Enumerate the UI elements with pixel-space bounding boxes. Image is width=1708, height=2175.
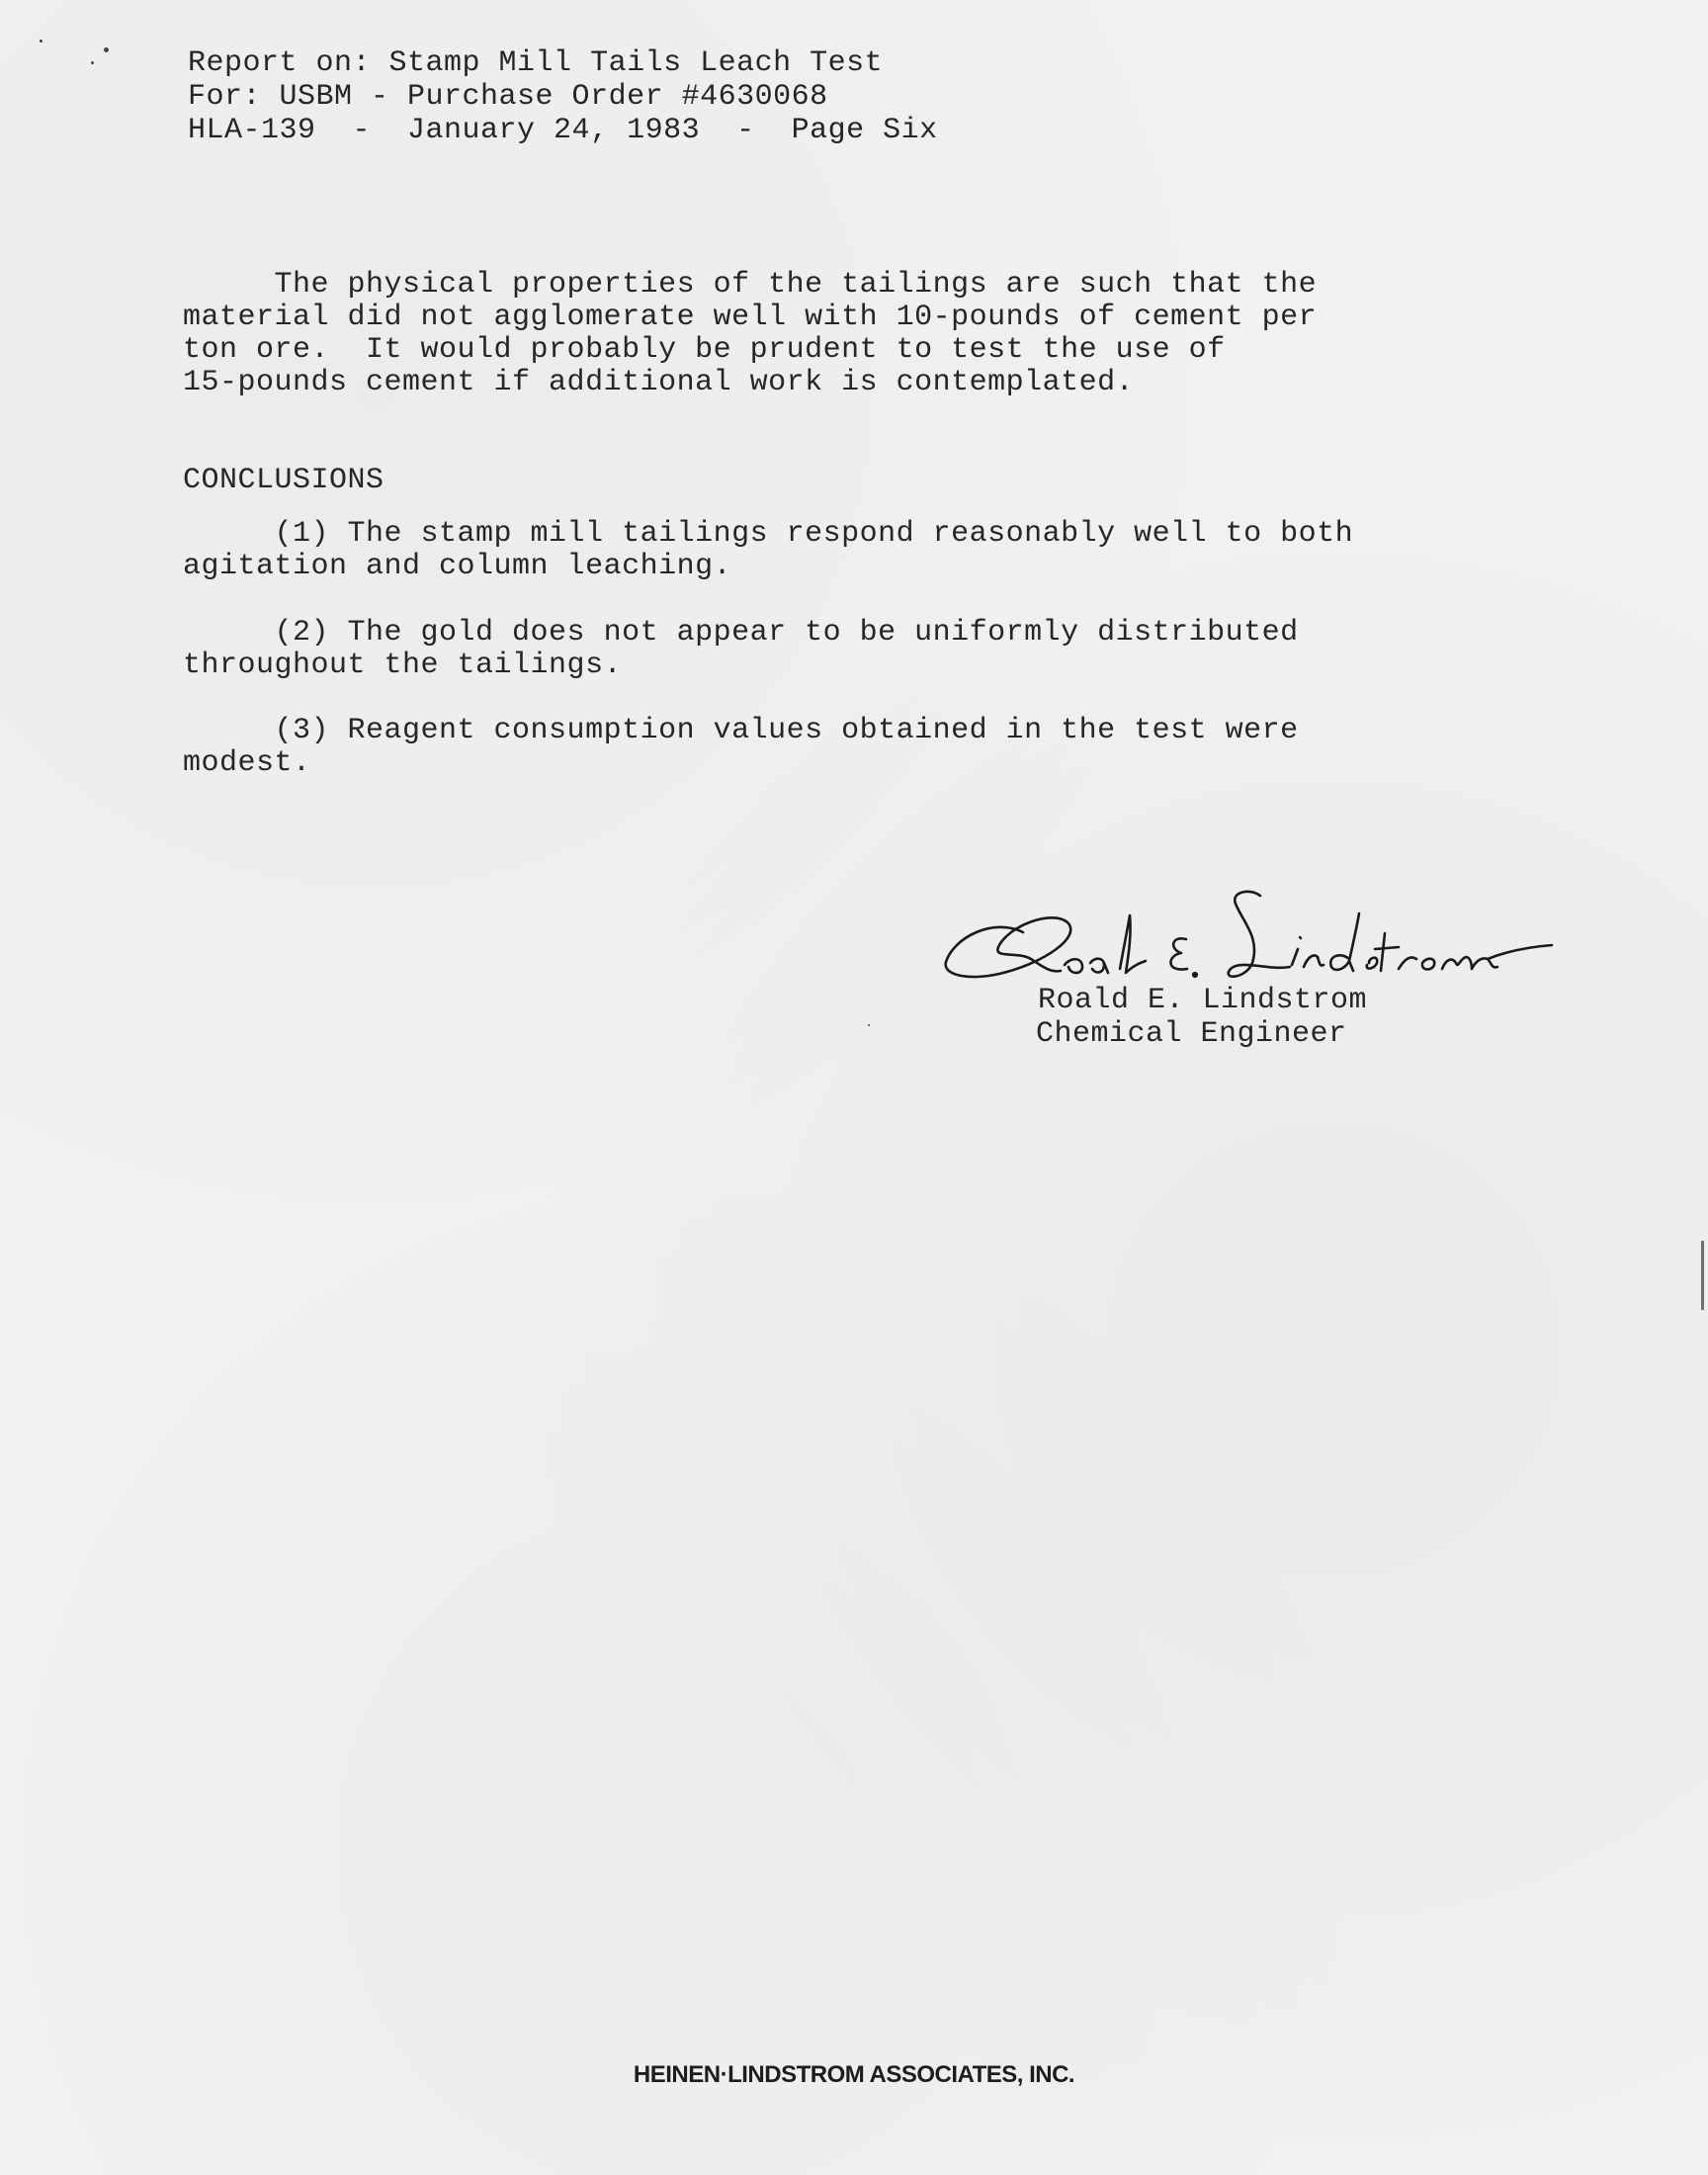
scan-speck <box>868 1024 870 1026</box>
conclusion-item-3-line-2: modest. <box>183 746 311 780</box>
report-date-page-line: HLA-139 - January 24, 1983 - Page Six <box>188 114 938 147</box>
paragraph-line: The physical properties of the tailings are such that the <box>183 268 1318 302</box>
handwritten-signature <box>934 878 1562 997</box>
conclusion-item-1-line-1: (1) The stamp mill tailings respond reasonably well to both <box>183 517 1354 551</box>
scan-speck <box>104 47 109 52</box>
conclusion-item-1-line-2: agitation and column leaching. <box>183 550 732 583</box>
scan-edge-mark <box>1701 1241 1704 1310</box>
signer-title: Chemical Engineer <box>1036 1017 1347 1051</box>
purchase-order-line: For: USBM - Purchase Order #4630068 <box>188 80 828 114</box>
paragraph-line: ton ore. It would probably be prudent to test the use of <box>183 333 1226 367</box>
paragraph-line: material did not agglomerate well with 10-pounds of cement per <box>183 301 1318 334</box>
company-footer: HEINEN·LINDSTROM ASSOCIATES, INC. <box>633 2061 1075 2088</box>
conclusion-item-3-line-1: (3) Reagent consumption values obtained in the test were <box>183 714 1299 747</box>
scan-speck <box>40 40 43 43</box>
scan-speck <box>91 61 94 64</box>
paragraph-line: 15-pounds cement if additional work is contemplated. <box>183 366 1135 399</box>
conclusion-item-2-line-2: throughout the tailings. <box>183 649 623 682</box>
signer-name: Roald E. Lindstrom <box>1038 984 1368 1017</box>
conclusions-heading: CONCLUSIONS <box>183 464 384 497</box>
conclusion-item-2-line-1: (2) The gold does not appear to be uniformly distributed <box>183 616 1299 650</box>
report-title-line: Report on: Stamp Mill Tails Leach Test <box>188 46 884 80</box>
